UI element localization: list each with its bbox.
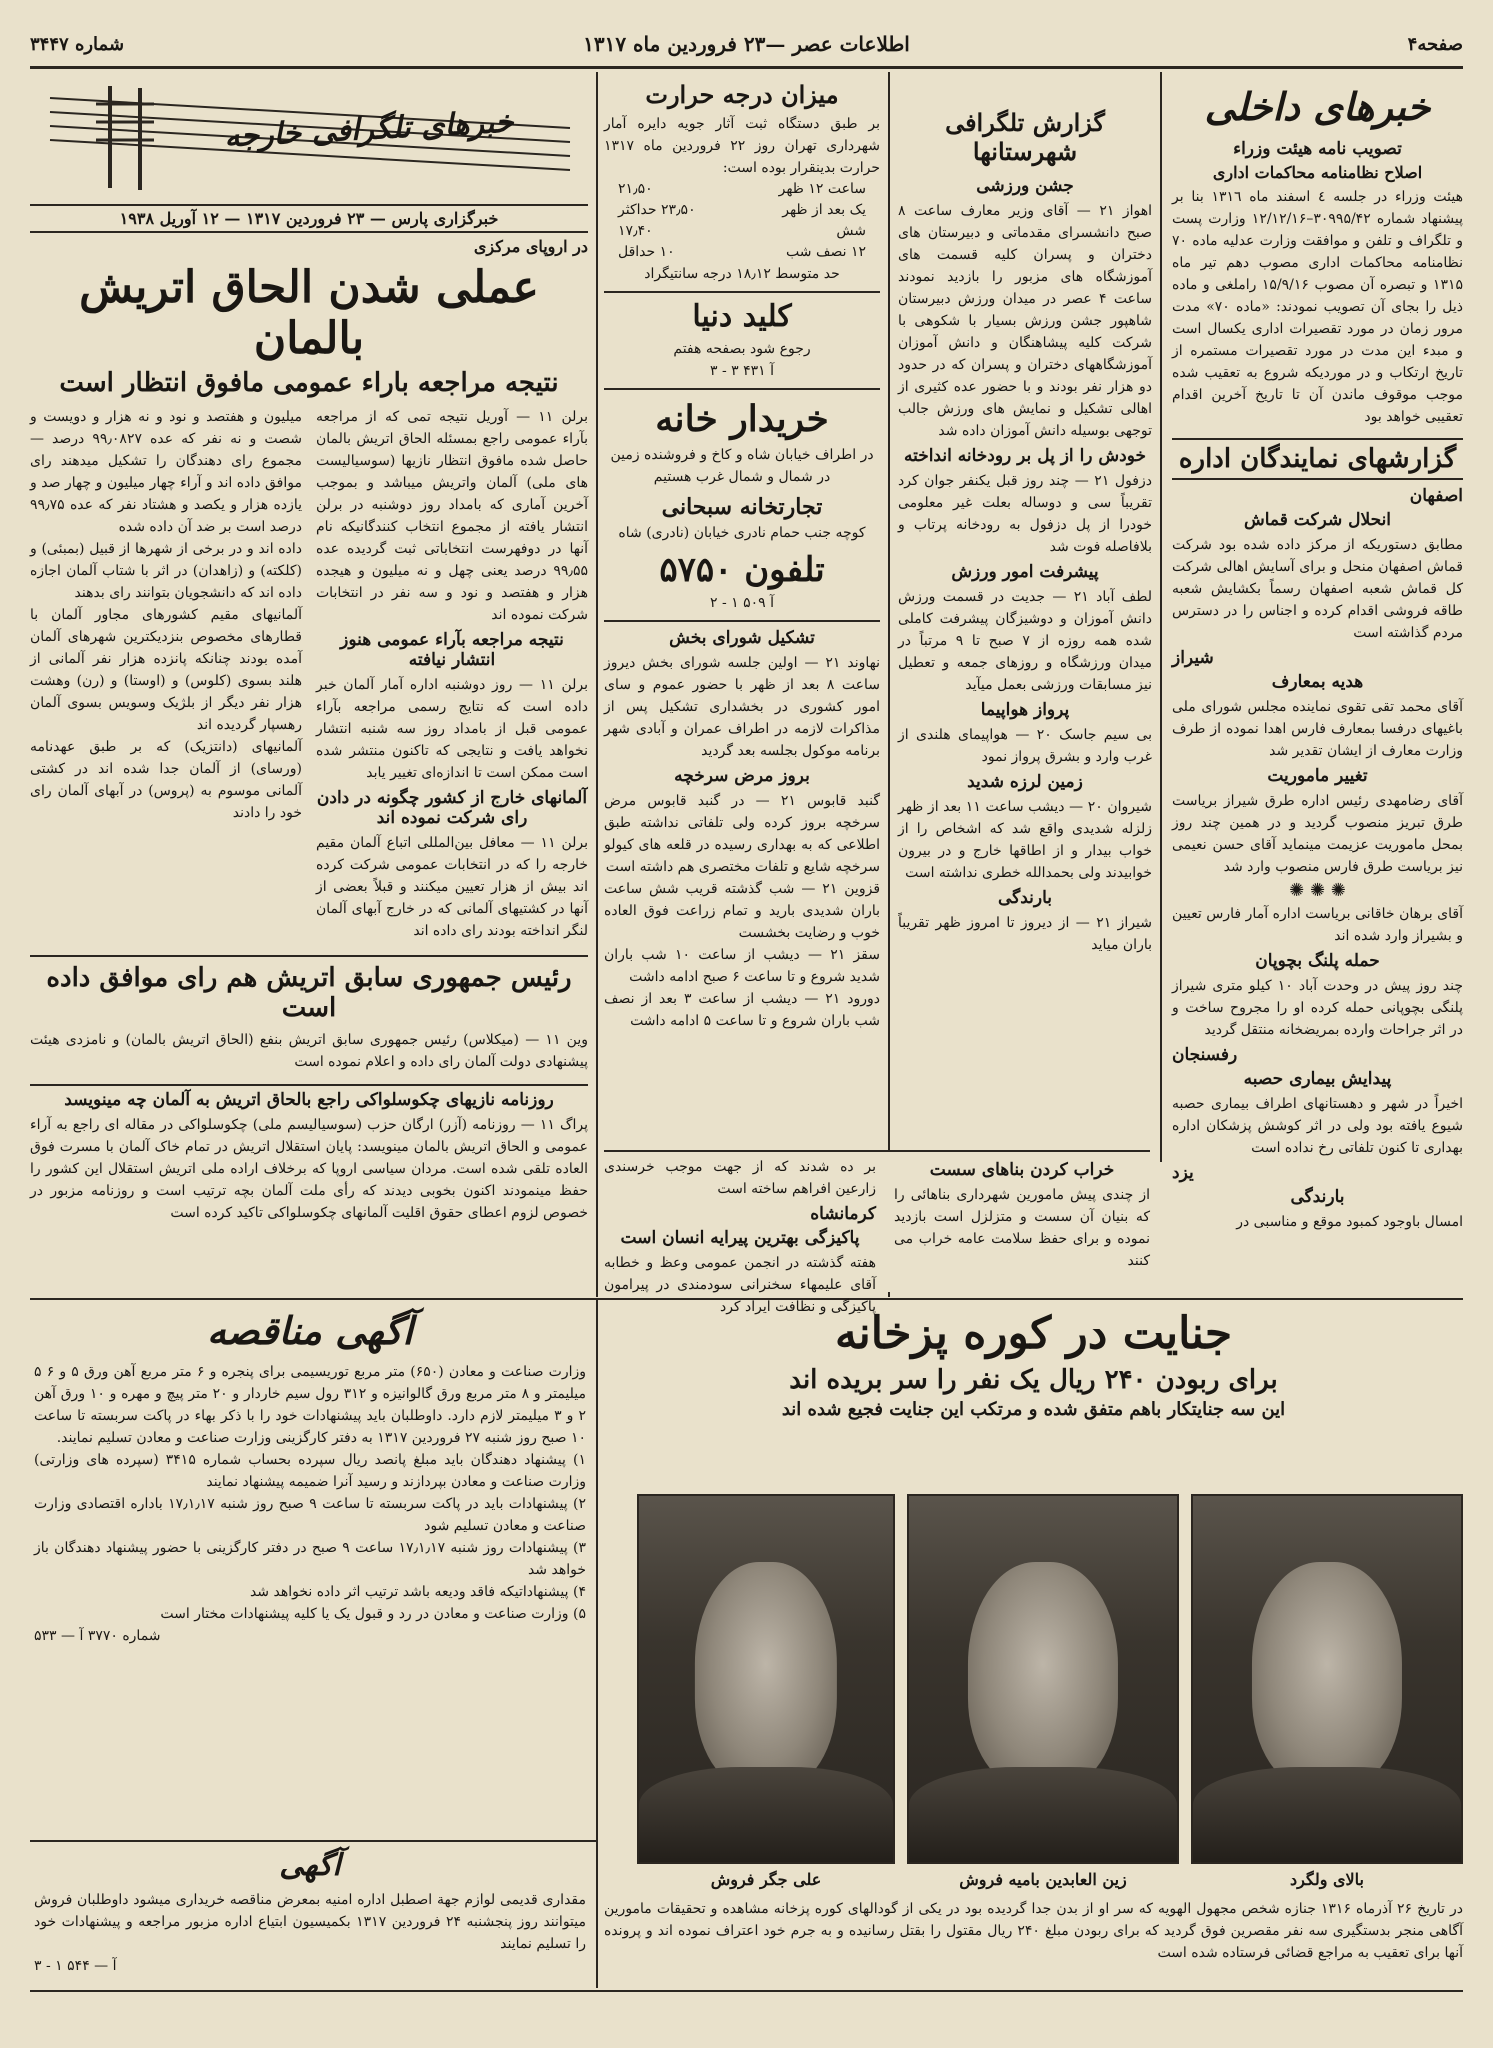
disease-body: گنبد قابوس ۲۱ — در گنبد قابوس مرض سرخچه بروز کرده ولی تلفاتی نداشته طبق اطلاعی که به بهداری رسیده در قلعه های کیولو سرخچه شایع و تلفات مختصری هم داشته است: [604, 793, 880, 875]
provinces-body4: بی سیم جاسک ۲۰ — هواپیمای هلندی از غرب وارد و بشرق پرواز نمود: [898, 727, 1152, 765]
foreign-body-a: برلن ۱۱ — آوریل نتیجه تمی که از مراجعه بآراء عمومی راجع بمسئله الحاق اتریش بالمان حاصل شده مافوق انتظار نازیها (سوسیالیست های ملی) آلمان واتریش میباشد و بموجب آخرین آماری که بامداد روز دوشنبه در برلن انتشار یافته از مجموع انتخاب کنندگانیکه نام آنها در دوفهرست انتخاباتی ثبت گردیده عده ۹۹٫۵۵ درصد یعنی چهل و نه میلیون و هیجده هزار و هفتصد و نود و سه نفر در انتخابات شرکت نموده اند: [316, 409, 588, 623]
buyer-address: کوچه جنب حمام نادری خیابان (نادری) شاه: [618, 525, 866, 541]
buyer-firm: تجارتخانه سبحانی: [661, 494, 823, 520]
foreign-body-e: آلمانیهای (دانتزیک) که بر طبق عهدنامه (ورسای) از آلمان جدا شده اند در کشتی آلمانی موسوم به (پروس) در آبهای آلمان رای خود را دادند: [30, 739, 302, 821]
crime-block: [604, 1304, 1463, 1988]
foreign-body-c: داده اند و در برخی از شهرها از قبیل (بمبئی) و (کلکته) و (زاهدان) در اثر با شتاب آلمان اجازه داده اند که دانشجویان بتوانند رای بدهند: [30, 541, 302, 601]
foreign-col-right: [316, 406, 588, 942]
kermanshah-title: کرمانشاه: [810, 1204, 876, 1224]
weather-average: حد متوسط ۱۸٫۱۲ درجه سانتیگراد: [644, 266, 840, 282]
suspect-clothes: [639, 1767, 893, 1862]
issue-number: شماره ۳۴۴۷: [30, 34, 125, 55]
lower-middle-band: [604, 1150, 1150, 1315]
page-header: [30, 30, 1463, 64]
crime-subhead: برای ربودن ۲۴۰ ریال یک نفر را سر بریده اند: [789, 1365, 1278, 1395]
hail-body: بر ده شدند که از جهت موجب خرسندی زارعین افراهم ساخته است: [604, 1159, 876, 1197]
foreign-body-d: آلمانیهای مقیم کشورهای مجاور آلمان با قطارهای مخصوص بنزدیکترین شهرهای آلمان آمده بودند چنانکه پانزده هزار نفر آلمانی از هلند بسوی (کلوس) و (اوستا) و (رن) وهشت هزار نفر دیگر از بلژیک وسویس بسوی آلمان رهسپار گردیده اند: [30, 607, 302, 733]
provinces-sub1: جشن ورزشی: [976, 176, 1074, 196]
foreign-body-b: میلیون و هفتصد و نود و نه هزار و دویست و شصت و نه نفر که عده ۹۹٫۰۸۲۷ درصد — مجموع رای دهندگان را تشکیل میدهند رای موافق داده اند و آراء چهار میلیون و چهار صد و یازده هزار و یکصد و هشتاد نفر که عده ۹۹٫۷۵ درصد است بر ضد آن داده شده: [30, 409, 302, 535]
ruins-title: خراب کردن بناهای سست: [929, 1160, 1115, 1180]
lower-left: [604, 1156, 876, 1318]
czech-title: روزنامه نازیهای چکوسلواکی راجع بالحاق اتریش به آلمان چه مینویسد: [30, 1084, 588, 1110]
disease-title: بروز مرض سرخچه: [674, 766, 810, 786]
tender-block: [34, 1304, 586, 1834]
keyword-code: آ ۴۳۱ ۳ - ۳: [709, 363, 775, 379]
foreign-headline: عملی شدن الحاق اتریش بالمان: [79, 262, 539, 364]
header-rule: [30, 66, 1463, 69]
suspect-photo-left: [637, 1494, 895, 1864]
czech-block: [30, 1080, 588, 1295]
suspect-clothes: [909, 1767, 1177, 1862]
buyer-phone: تلفون ۵۷۵۰: [659, 550, 825, 590]
participation-title: آلمانهای خارج از کشور چگونه در دادن رای شرکت نموده اند: [316, 788, 588, 828]
notice-ref: آ — ۵۴۴ ۱ - ۳: [34, 1958, 117, 1974]
weather-rule: [604, 291, 880, 293]
page-label: صفحه۴: [1407, 34, 1463, 55]
foreign-col-left: [30, 406, 302, 942]
weather-row: شش ۱۷٫۴۰: [618, 223, 866, 239]
caption-left: علی جگر فروش: [710, 1870, 822, 1889]
notice-body: مقداری قدیمی لوازم جهة اصطبل اداره امنیه بمعرض مناقصه خریداری میشود داوطلبان فروش میتوانند روز پنجشنبه ۲۴ فروردین ۱۳۱۷ بکمیسیون ابتیاع اداره مزبور مراجعه و پیشنهادات خود را تسلیم نمایند: [34, 1892, 586, 1952]
tender-item: ۲) پیشنهادات باید در پاکت سربسته تا ساعت ۹ صبح روز شنبه ۱۷٫۱٫۱۷ باداره اقتصادی وزارت صناعت و معادن تسلیم شود: [34, 1496, 586, 1534]
crime-story: در تاریخ ۲۶ آذرماه ۱۳۱۶ جنازه شخص مجهول الهویه که سر او از بدن جدا گردیده بود در یکی از گودالهای کوره پزخانه مشاهده و تحقیقات مامورین آگاهی منجر بدستگیری سه نفر مقصرین فوق گردید که برای ربودن مبلغ ۲۴۰ ریال مقتول را بقتل رسانیده و به جرم خود اعتراف نموده اند و پرونده آنها برای تعقیب به مراجع قضائی فرستاده شده است: [604, 1901, 1463, 1961]
council-body: نهاوند ۲۱ — اولین جلسه شورای بخش دیروز ساعت ۸ بعد از ظهر با حضور عموم و سای امور کشوری در بخشداری تشکیل پس از مذاکرات لازمه در اطراف عمران و آبادی شهر برنامه موکول بجلسه بعد گردید: [604, 655, 881, 759]
foreign-dateline: خبرگزاری پارس — ۲۳ فروردین ۱۳۱۷ — ۱۲ آوریل ۱۹۳۸: [30, 204, 588, 233]
kermanshah-body: هفته گذشته در انجمن عمومی وعظ و خطابه آقای علیمهاء سخنرانی سودمندی در پیرامون پاکیزگی و نظافت ایراد کرد: [604, 1255, 876, 1315]
provinces-sub5: زمین لرزه شدید: [967, 772, 1083, 792]
result-body: برلن ۱۱ — روز دوشنبه اداره آمار آلمان خبر داده است که نتایج رسمی مراجعه بآراء عمومی قبل از بامداد روز سه شنبه انتشار نخواهد یافت و نتایجی که تاکنون منتشر شده است ممکن است تا اندازه‌ای تغییر یابد: [316, 677, 588, 781]
shiraz-title: شیراز: [1172, 648, 1214, 668]
divider-bottom: [596, 1298, 598, 1988]
tender-item: ۱) پیشنهاد دهندگان باید مبلغ پانصد ریال سپرده بحساب شماره ۳۴۱۵ (سپرده های وزارتی) وزارت صناعت و معادن بپردازند و رسید آنرا ضمیمه پیشنهاد نمایند: [34, 1452, 586, 1490]
foreign-body-grid: [30, 406, 588, 942]
suspect-photo-middle: [907, 1494, 1179, 1864]
tender-top-rule: [30, 1298, 596, 1300]
reports-title: گزارشهای نمایندگان اداره: [1172, 438, 1463, 480]
crime-headline: جنایت در کوره پزخانه: [834, 1308, 1233, 1359]
weather-table: [604, 179, 880, 263]
tender-ref: شماره ۳۷۷۰ آ — ۵۳۳: [34, 1628, 161, 1644]
approval-subtitle: اصلاح نظامنامه محاکمات اداری: [1212, 163, 1423, 182]
ruins-body: از چندی پیش مامورین شهرداری بناهائی را که بنیان آن سست و متزلزل است بازدید نموده و برای حفظ سلامت عامه خراب می کنند: [894, 1187, 1150, 1269]
tender-body: وزارت صناعت و معادن (۶۵۰) متر مربع توریسیمی برای پنجره و ۶ متر مربع آهن ورق ۵ و ۶ ۵ میلیمتر و ۸ متر مربع ورق گالوانیزه و ۳۱۲ رول سیم خاردار و ۲۰ متر پیچ و مهره و ۱۰ ورق آهن ۲ و ۳ میلیمتر لازم دارد. داوطلبان باید پیشنهادات خود را با ذکر بهاء در پاکت سربسته تا ساعت ۱۰ صبح روز شنبه ۲۷ فروردین ۱۳۱۷ به دفتر کارگزینی وزارت صناعت و معادن تسلیم نمایند.: [34, 1364, 587, 1446]
provinces-title: گزارش تلگرافی شهرستانها: [945, 108, 1105, 166]
president-body: وین ۱۱ — (میکلاس) رئیس جمهوری سابق اتریش بنفع (الحاق اتریش بالمان) و نامزدی هیئت پیشنهادی دولت آلمان رای داده و اعلام نموده است: [30, 1032, 588, 1070]
keyword-rule: [604, 388, 880, 390]
tender-item: ۳) پیشنهادات روز شنبه ۱۷٫۱٫۱۷ ساعت ۹ صبح در دفتر کارگزینی با حضور پیشنهاد دهندگان باز خواهد شد: [34, 1540, 587, 1578]
domestic-section-title: خبرهای داخلی: [1204, 84, 1431, 129]
yazd-item-body: امسال باوجود کمبود موقع و مناسبی در: [1236, 1214, 1463, 1230]
caption-middle: زین العابدین بامیه فروش: [959, 1870, 1127, 1889]
provinces-body3: لطف آباد ۲۱ — جدیت در قسمت ورزش دانش آموزان و دوشیزگان پیشرفت کاملی شده همه روزه از ۷ صبح تا ۹ مرتباً در میدان ورزشگاه و روزهای جمعه و تعطیل نیز مسابقات ورزشی بعمل میآید: [898, 589, 1152, 693]
suspect-photo-right: [1191, 1494, 1463, 1864]
foreign-subhead: نتیجه مراجعه باراء عمومی مافوق انتظار است: [59, 368, 559, 398]
rain-body: قزوین ۲۱ — شب گذشته قریب شش ساعت باران شدیدی بارید و تمام زراعت فوق العاده خوب و رضایت بخشست: [604, 881, 881, 941]
participation-body: برلن ۱۱ — معافل بین‌المللی اتباع آلمان مقیم خارجه را که در انتخابات عمومی شرکت کرده اند بیش از هزار تعیین میکنند و قبلاً بعضی از آنها در کشتیهای آلمانی که در خارج آبهای آلمان لنگر انداخته بودند رای داده اند: [316, 835, 589, 939]
divider-3: [596, 72, 598, 1297]
rafsanjan-item-title: پیدایش بیماری حصبه: [1243, 1069, 1392, 1089]
crime-kicker: این سه جنایتکار باهم متفق شده و مرتکب این جنایت فجیع شده اند: [781, 1399, 1286, 1420]
keyword-text: رجوع شود بصفحه هفتم: [673, 341, 811, 357]
buyer-code: آ ۵۰۹ ۱ - ۲: [709, 595, 775, 611]
approval-body: هیئت وزراء در جلسه ٤ اسفند ماه ١٣١٦ بنا بر پیشنهاد شماره ۳۰۹۹۵/۴۲–۱۲/۱۲/۱۶ وزارت پست و تلگراف و تلفن و موافقت وزارت عدلیه ماده ۷۰ نظامنامه محاکمات اداری مصوب دهم تیر ماه ۱۳۱۵ و تبصره آن مصوب ۱۵/۹/۱۶ راملغی و ماده ذیل را بجای آن تصویب نمودند: «ماده ۷۰» مدت مرور زمان در مورد تقصیرات اداری یکسال است و مبدء این مدت در مورد تقصیرات مستمره از تاریخ ارتکاب و در موردیکه شروع به تعقیب شده موجب موقوف ماندن آن تا تاریخ آخرین اقدام تعقیبی خواهد بود: [1172, 189, 1463, 425]
notice-top-rule: [30, 1840, 596, 1842]
weather-title: میزان درجه حرارت: [645, 80, 839, 109]
foreign-banner-title: خبرهای تلگرافی خارجه: [223, 104, 515, 155]
rafsanjan-item-body: اخیراً در شهر و دهستانهای اطراف بیماری حصبه شیوع یافته بود ولی در اثر کوشش پزشکان اداره بهداری تا کنون تلفاتی رخ نداده است: [1172, 1096, 1463, 1156]
middle-column: [604, 78, 880, 1290]
provinces-sub3: پیشرفت امور ورزش: [951, 562, 1099, 582]
suspect-clothes: [1193, 1767, 1461, 1862]
rafsanjan-title: رفسنجان: [1172, 1045, 1238, 1065]
isfahan-item-body: مطابق دستوریکه از مرکز داده شده بود شرکت قماش اصفهان منحل و برای آسایش اهالی شرکت کل قماش شعبه اصفهان رسماً بکشایش شعبه طاقه فروشی اقدام کرده و اجناس را در دسترس مردم گذاشته است: [1172, 537, 1463, 641]
suspect-face: [1252, 1562, 1402, 1789]
provinces-body2: دزفول ۲۱ — چند روز قبل یکنفر جوان کرد تقریباً سی و دوساله بعلت غیر معلومی خودرا از پل دزفول به رودخانه پرتاب و بلافاصله فوت شد: [898, 473, 1152, 555]
kermanshah-sub: پاکیزگی بهترین پیرایه انسان است: [620, 1228, 860, 1248]
ornament: ✺ ✺ ✺: [1289, 880, 1346, 901]
weather-row: یک بعد از ظهر ۲۳٫۵۰ حداکثر: [618, 202, 866, 218]
notice-block: [34, 1846, 586, 1986]
lower-right: [894, 1156, 1150, 1272]
weather-intro: بر طبق دستگاه ثبت آثار جویه دایره آمار شهرداری تهران روز ۲۲ فروردین ماه ۱۳۱۷ حرارت بدینقرار بوده است:: [604, 116, 880, 176]
divider-1: [1160, 72, 1162, 1162]
rain2-body: سقز ۲۱ — دیشب از ساعت ۱۰ شب باران شدید شروع و تا ساعت ۶ صبح ادامه داشت: [604, 947, 880, 985]
masthead: اطلاعات عصر —۲۳ فروردین ماه ۱۳۱۷: [583, 32, 910, 56]
provinces-body5: شیروان ۲۰ — دیشب ساعت ۱۱ بعد از ظهر زلزله شدیدی واقع شد که اشخاص را از خواب بیدار و از اطاقها خارج و در بیرون خوابیدند ولی بحمدالله خطری نداشته است: [898, 799, 1152, 881]
isfahan-title: اصفهان: [1409, 486, 1463, 506]
yazd-item-title: بارندگی: [1290, 1187, 1345, 1207]
tender-item: ۵) وزارت صناعت و معادن در رد و قبول یک یا کلیه پیشنهادات مختار است: [160, 1606, 586, 1622]
provinces-sub2: خودش را از پل بر رودخانه انداخته: [903, 446, 1147, 466]
shiraz-item2-body: آقای رضامهدی رئیس اداره طرق شیراز بریاست طرق تبریز منصوب گردید و در همین چند روز بمحل ماموریت عزیمت مینماید آقای حسن نعیمی نیز بریاست طرق فارس منصوب وارد شد: [1172, 793, 1463, 875]
yazd-title: یزد: [1172, 1163, 1194, 1183]
shiraz-item3-body: آقای برهان خاقانی بریاست اداره آمار فارس تعیین و بشیراز وارد شده اند: [1172, 906, 1463, 944]
provinces-sub6: بارندگی: [997, 888, 1053, 908]
provinces-column: [898, 78, 1152, 1290]
shiraz-item1-body: آقای محمد تقی تقوی نماینده مجلس شورای ملی باغیهای درفسا بمعارف فارس اهدا نموده از طرف وزارت معارف از ایشان تقدیر شد: [1172, 699, 1463, 759]
shiraz-item4-title: حمله پلنگ بچوپان: [1255, 951, 1380, 971]
shiraz-item1-title: هدیه بمعارف: [1271, 672, 1364, 692]
weather-row: ۱۲ نصف شب ۱۰ حداقل: [618, 244, 866, 260]
isfahan-item-title: انحلال شرکت قماش: [1243, 510, 1392, 530]
result-title: نتیجه مراجعه بآراء عمومی هنوز انتشار نیافته: [340, 630, 564, 670]
rain3-body: دورود ۲۱ — دیشب از ساعت ۳ بعد از نصف شب باران شروع و تا ساعت ۵ ادامه داشت: [604, 991, 880, 1029]
approval-title: تصویب نامه هیئت وزراء: [1233, 139, 1402, 159]
buyer-title: خریدار خانه: [655, 398, 829, 440]
weather-row: ساعت ۱۲ ظهر ۲۱٫۵۰: [618, 181, 866, 197]
keyword-title: کلید دنیا: [692, 299, 792, 334]
foreign-banner: [30, 78, 588, 198]
tender-item: ۴) پیشنهاداتیکه فاقد ودیعه باشد ترتیب اثر داده نخواهد شد: [249, 1584, 586, 1600]
suspect-face: [695, 1562, 837, 1789]
caption-right: بالای ولگرد: [1290, 1870, 1364, 1889]
notice-title: آگهی: [279, 1848, 341, 1883]
buyer-text: در اطراف خیابان شاه و کاخ و فروشنده زمین در شمال و شمال غرب هستیم: [610, 447, 874, 485]
foreign-kicker: در اروپای مرکزی: [473, 237, 588, 256]
tender-title: آگهی مناقصه: [207, 1308, 413, 1353]
president-title: رئیس جمهوری سابق اتریش هم رای موافق داده است: [46, 963, 572, 1023]
suspect-face: [968, 1562, 1118, 1789]
provinces-sub4: پرواز هواپیما: [980, 700, 1070, 720]
shiraz-item4-body: چند روز پیش در وحدت آباد ۱۰ کیلو متری شیراز پلنگی بچوپانی حمله کرده او را مجروح ساخت و در اثر جراحات وارده بمریضخانه منتقل گردید: [1172, 978, 1464, 1038]
council-title: تشکیل شورای بخش: [669, 628, 815, 648]
buyer-rule: [604, 620, 880, 622]
president-block: [30, 955, 588, 1077]
footer-rule: [30, 1990, 1463, 1992]
shiraz-item2-title: تغییر ماموریت: [1267, 766, 1368, 786]
czech-body: پراگ ۱۱ — روزنامه (آزر) ارگان حزب (سوسیالیسم ملی) چکوسلواکی در مقاله ای راجع به آراء عمومی و الحاق اتریش بالمان مینویسد: پایان استقلال اتریش در تمام خاک آلمان با مسرت فوق العاده تلقی شده است. مردان سیاسی اروپا که برخلاف اراده ملی اتریش استقلال این کشور را حفظ مینمودند اکنون بخوبی دیدند که رأی ملت آلمان بچه ترتیب است و روزنامه مزبور در خصوص لزوم اعطای حقوق اقلیت آلمانهای چکوسلواکی تاکید کرده است: [30, 1117, 588, 1221]
divider-2: [888, 72, 890, 1297]
provinces-body6: شیراز ۲۱ — از دیروز تا امروز ظهر تقریباً باران میاید: [898, 915, 1153, 953]
provinces-body1: اهواز ۲۱ — آقای وزیر معارف ساعت ۸ صبح دانشسرای مقدماتی و دبیرستان های دختران و پسران کلیه قسمت های آموزشگاه های مزبور را بازدید نمودند ساعت ۴ عصر در میدان ورزش دبیرستان شاهپور جشن ورزش بسیار با شکوهی با شرکت کلیه پیشاهنگان و دانش آموزان آموزشگاههای دختران و پسران که در حدود دو هزار نفر بودند و با حضور عده کثیری از اهالی تشکیل و نمایش های ورزش جالب توجهی بوسیله دانش آموزان داده شد: [898, 203, 1153, 439]
